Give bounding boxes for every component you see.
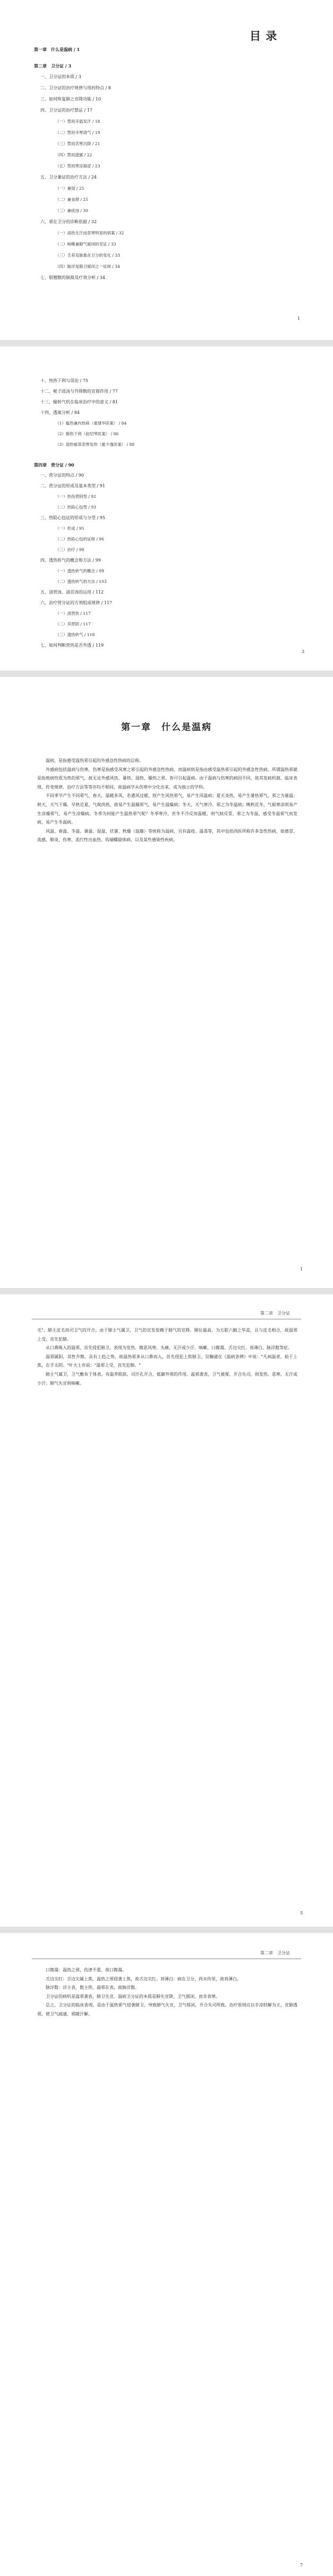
toc-entry: 六、治疗营分证的方剂组成规律 / 117 — [40, 600, 113, 605]
paragraph: 风温、春温、冬温、暑温、湿温、伏暑、秋燥（温燥）等统称为温病，另有温疫、温毒等，其中包括西医所称许多急性热病，如感冒、流感、肺炎、伤寒、流行性出血热、钩端螺旋体病、以及某些感染性疾病。 — [37, 828, 297, 843]
toc-entry: （一）热伤营阴型 / 92 — [55, 494, 96, 499]
toc-entry: （2）肺热下利（赵绍琴医案） / 86 — [55, 431, 119, 436]
toc-entry: 五、卫分兼证的治疗方法 / 24 — [40, 175, 97, 180]
page-chapter-2b — [0, 1933, 333, 2576]
toc-entry: （三）舌苔及脉象在卫分的变化 / 33 — [55, 253, 120, 258]
page-number: 1 — [297, 316, 301, 321]
paragraph: 口微渴：温热之邪，伤津不重，故口微渴。 — [46, 1968, 126, 1972]
toc-entry: 十二、栀子豉汤与升降散的宣郁作用 / 77 — [40, 389, 118, 394]
page-number: 5 — [300, 1911, 303, 1916]
toc-entry: 四、卫分证的治疗禁忌 / 17 — [40, 108, 92, 113]
toc-entry: （二）兼食滞 / 25 — [55, 197, 88, 202]
toc-entry: （一）兼湿 / 25 — [55, 186, 84, 191]
toc-entry: 六、邪在卫分的诊断依据 / 32 — [40, 219, 97, 224]
toc-entry: （二）透热转气的方法 / 103 — [55, 579, 107, 584]
toc-entry: 三、如何恢复肺之宣降功能 / 10 — [40, 97, 101, 101]
chapter-title: 第一章 什么是温病 — [121, 722, 212, 733]
page-number: 3 — [302, 649, 305, 654]
toc-entry: 七、银翘散的制裁及疗效分析 / 34 — [40, 275, 105, 280]
page-chapter-2a — [0, 1294, 333, 1927]
toc-chapter-entry: 第一章 什么是温病 / 1 — [34, 47, 80, 52]
toc-entry: （一）高热无汗而恶寒明显的病案 / 32 — [55, 231, 124, 235]
chapter-body — [37, 1966, 297, 2019]
running-head: 第二章 卫分证 — [260, 1311, 290, 1316]
paragraph: 不同季节产生不同邪气，春天，温暖多风，若遇风过暖，则产生风热邪气，易产生风温病；夏天炎热，易产生暑热邪气，邪之为暑温；秋天，天气干燥，早秋近夏，气候尚热，故易产生温燥邪气，易产生温燥病；冬天，天气寒冷，邪之为冬温病；晚秋近冬，气候寒凉则易产生凉燥邪气，易产生凉燥病。冬季为何能产生温热邪气呢？冬季寒冷，若冬不冷反而温暖，则气候反常，邪之为冬温，感受冬温邪气而发病，易产生冬温病。 — [37, 793, 297, 825]
toc-entry: （一）透热转气的概念 / 99 — [55, 569, 104, 573]
page-number: 7 — [300, 2563, 303, 2567]
chapter-body — [37, 1326, 297, 1388]
toc-entry: （二）热陷心包型 / 93 — [55, 505, 96, 510]
toc-chapter-entry: 第二章 卫分证 / 3 — [34, 63, 72, 69]
toc-entry: 一、卫分证的本质 / 3 — [40, 74, 81, 79]
paragraph: 卫分证的病机是温邪袭表，肺卫失宣。温病卫分证的本质是肺失宣降，卫气郁闭，而非表寒。 — [46, 1994, 220, 1999]
paragraph: 温病，是指感受温热邪引起的外感急性热病的总称。 — [46, 758, 143, 763]
toc-entry: 十、热热下利与误治 / 75 — [40, 378, 88, 383]
chapter-body — [37, 757, 297, 845]
toc-entry: （四）脉浮是肺卫郁闭之一征候 / 34 — [55, 264, 120, 269]
page-chapter-1 — [0, 677, 333, 1288]
paragraph: 总之，卫分证的临床表现，是由于温热邪气侵袭肺卫，导致肺气失宣，卫气郁闭，开合失司所致。治疗原则应以辛凉轻解为主，宣肺透邪，使卫气疏通，邪随汗解。 — [37, 2003, 297, 2016]
toc-entry: 十三、输转气机在临床治疗中的意义 / 81 — [40, 400, 118, 404]
running-head: 第二章 卫分证 — [260, 1951, 290, 1955]
toc-entry: 五、清营汤、清宫汤的运用 / 112 — [40, 590, 104, 595]
toc-entry: （一）清营热 / 117 — [55, 611, 91, 616]
page-number: 1 — [300, 1267, 303, 1272]
toc-entry: （三）透热转气 / 118 — [55, 632, 95, 637]
toc-entry: （二）养营阴 / 117 — [55, 622, 91, 626]
toc-entry: 二、卫分证的治疗规律与用药特点 / 8 — [40, 86, 111, 90]
paragraph: 毛"，肺主皮毛而司卫气的开合。由于肺主气属卫，卫气的宣发依赖于肺气的宣降。肺位最高，为五脏六腑之华盖，且与皮毛相合，故温邪上受，首先犯肺。 — [37, 1328, 297, 1342]
toc-entry: 三、热陷心包证的形成与分型 / 95 — [40, 515, 105, 520]
paragraph: 脉浮数：浮主表，数主热，温邪在表，故脉浮数。 — [46, 1985, 139, 1990]
paragraph: 从口鼻吸入的温邪，首先侵犯肺卫，表现为发热、微恶风寒、头痛、无汗或少汗、咳嗽、口微渴、舌边尖红、苔薄白、脉浮数等症。 — [46, 1345, 292, 1351]
toc-entry: （1）瘟热兼内热病（重建华医案） / 84 — [55, 421, 127, 426]
toc-entry: 七、如何判断营热是否外透 / 119 — [40, 643, 104, 648]
paragraph: 温邪属阳，其性升散，具有上趋之势，故温热邪多从口鼻而入，首先侵犯上焦肺卫。吴鞠通在《温病条辨》中说："凡病温者，始于上焦，在手太阴。"叶天士亦说："温邪上受，首先犯肺。" — [37, 1354, 297, 1368]
toc-entry: （二）咳嗽兼肺气郁闭的见证 / 33 — [55, 242, 116, 247]
paragraph: 外感病包括温病与伤寒。伤寒是指感受风寒之邪引起的外感急性热病，而温病则是指由感受温热邪引起的外感急性热病。所谓温热邪就是指致病性质为热的邪气，故无论外感风热、暑热、湿热、燥热之邪，皆可引起温病。由于温病与伤寒的病因不同，故其发病机制、临床表现、传变规律、治疗方法等等亦均不相同，故温病学从伤寒中分化出来，成为独立的学科。 — [37, 767, 297, 790]
toc-entry: 二、营分证的形成及基本类型 / 91 — [40, 484, 105, 488]
toc-entry: （五）禁用寒凉凝涩 / 23 — [55, 164, 100, 168]
toc-entry: （一）形成 / 95 — [55, 526, 84, 531]
toc-entry: 十四、透案分析 / 84 — [40, 410, 80, 415]
toc-chapter-entry: 第四章 营分证 / 90 — [34, 462, 74, 468]
toc-entry: （三）兼痰浊 / 30 — [55, 208, 88, 213]
toc-entry: （一）禁用辛温发汗 / 18 — [55, 119, 100, 124]
toc-entry: 一、营分证的特点 / 90 — [40, 473, 84, 478]
toc-entry: （二）禁用辛寒清气 / 19 — [55, 130, 100, 135]
paragraph: 舌边尖红：舌边尖属上焦，温热之邪侵袭上焦，故舌边尖红。苔薄白：病在卫分，尚未传里，故苔薄白。 — [46, 1976, 241, 1981]
toc-entry: （二）热陷心包的证候 / 96 — [55, 537, 104, 541]
toc-entry: （三）治疗 / 98 — [55, 547, 84, 552]
paragraph: 肺主气属卫，卫气敷布于体表，有温养肌肤、司汗孔开合、抵御外邪的作用。温邪袭表，卫气被郁，开合失司，则发热、恶寒、无汗或少汗；肺气失宣则咳嗽。 — [37, 1371, 297, 1386]
toc-entry: （3）湿热郁蒸表寒发热（霍少逸医案） / 88 — [55, 442, 135, 447]
page-toc-1 — [0, 0, 333, 340]
page-toc-3 — [0, 346, 333, 671]
toc-title: 目 录 — [250, 29, 278, 43]
toc-entry: （三）禁用苦寒沉降 / 21 — [55, 141, 100, 146]
toc-entry: （四）禁用滋腻 / 22 — [55, 152, 92, 157]
toc-entry: 四、透热转气的概念和方法 / 99 — [40, 558, 101, 563]
